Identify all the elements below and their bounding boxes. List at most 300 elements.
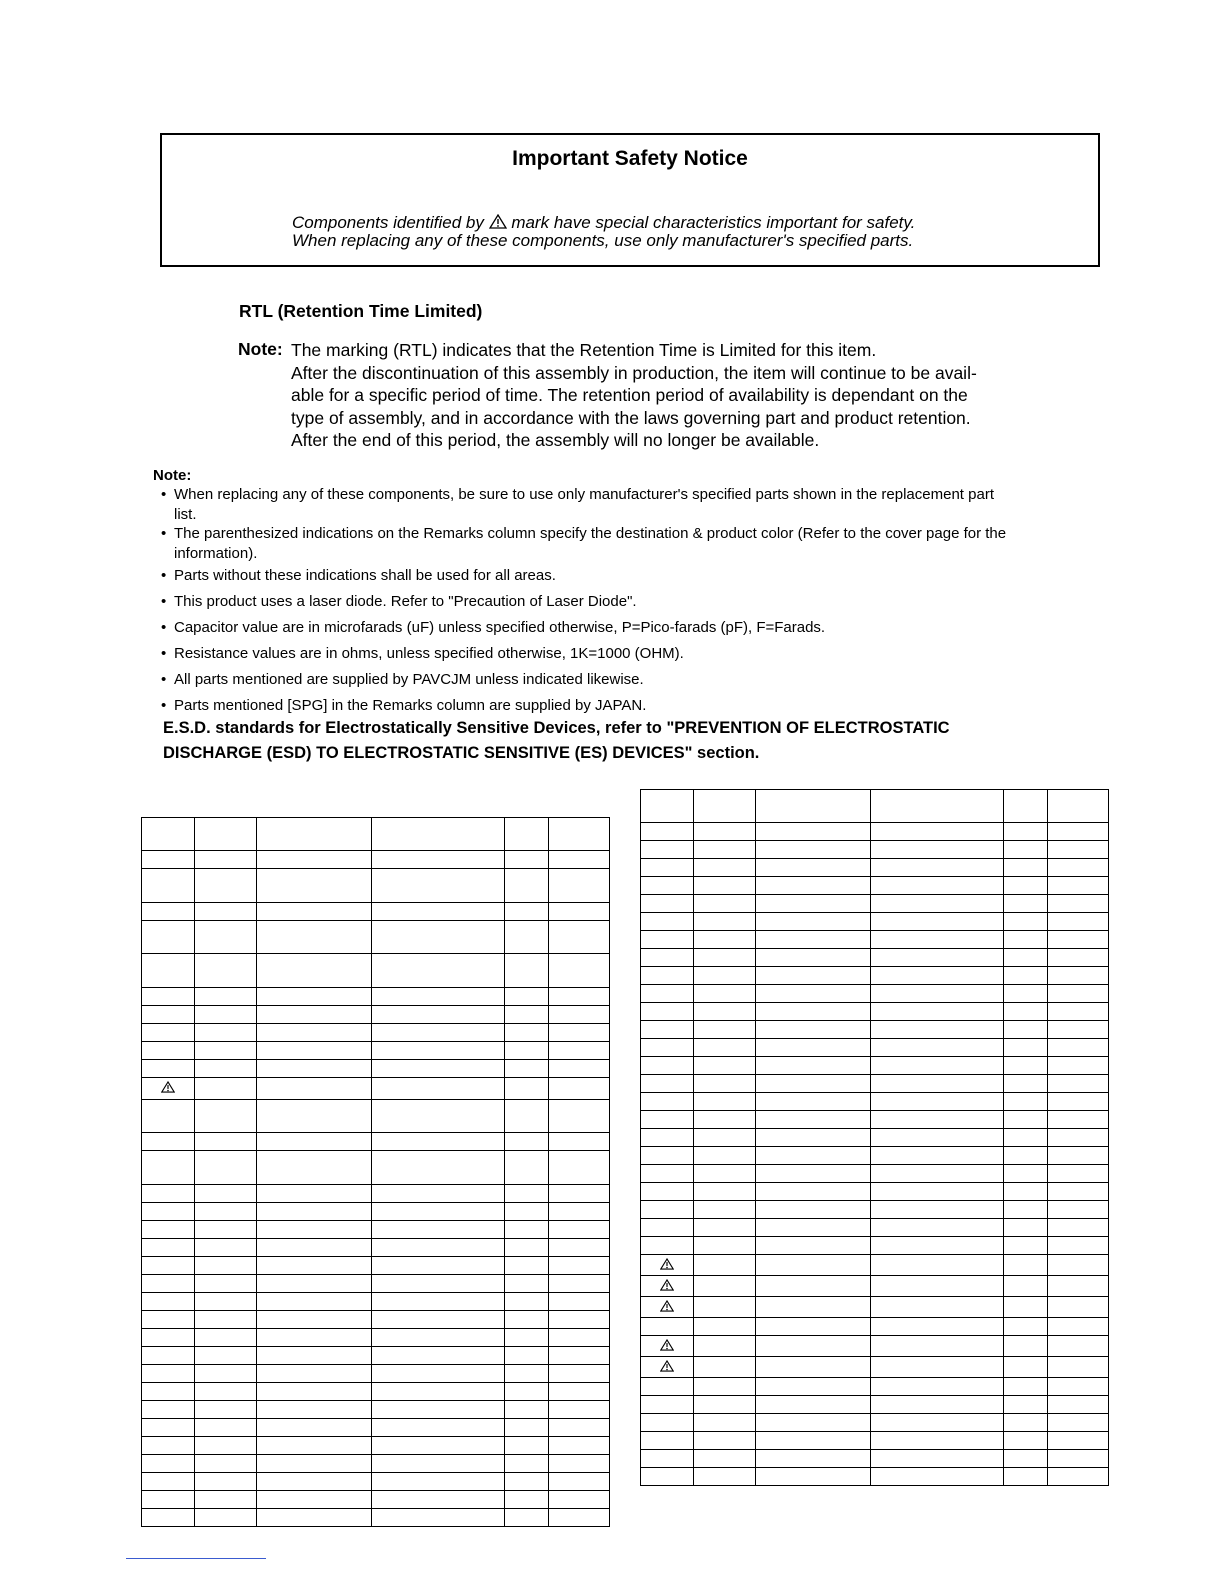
table-cell [641,1219,694,1237]
table-cell [756,985,871,1003]
table-cell [372,903,505,921]
table-cell [1048,895,1109,913]
table-cell [257,954,372,988]
table-cell [505,1437,549,1455]
table-row [641,1414,1109,1432]
table-cell [505,1024,549,1042]
parts-table-right [640,789,1109,1486]
table-cell [641,1111,694,1129]
table-cell [142,1473,195,1491]
table-cell [372,869,505,903]
table-cell [257,921,372,954]
table-cell [505,1347,549,1365]
table-cell [505,1275,549,1293]
table-cell [756,1201,871,1219]
table-cell [142,1419,195,1437]
table-row [142,1185,610,1203]
table-row [142,1455,610,1473]
table-cell [694,859,756,877]
table-cell [257,1078,372,1100]
table-cell [195,1221,257,1239]
table-cell [1004,1414,1048,1432]
table-row [142,921,610,954]
safety-line1-end: mark have special characteristics important for safety. [511,213,916,232]
table-cell [1048,1318,1109,1336]
table-cell [871,931,1004,949]
table-cell [257,1383,372,1401]
table-cell [505,1455,549,1473]
table-cell [549,1060,610,1078]
table-cell [195,1078,257,1100]
table-cell [756,1183,871,1201]
table-cell [1048,949,1109,967]
table-cell [1048,1336,1109,1357]
table-cell [871,1057,1004,1075]
table-cell [505,1203,549,1221]
table-cell [505,851,549,869]
warning-triangle-icon [660,1259,674,1273]
table-cell [641,895,694,913]
table-cell [549,1185,610,1203]
table-cell [871,1165,1004,1183]
table-cell [871,1378,1004,1396]
table-cell [871,790,1004,823]
table-cell [257,851,372,869]
table-cell [1004,877,1048,895]
table-cell [257,1293,372,1311]
table-cell [549,1078,610,1100]
table-cell [871,1237,1004,1255]
table-cell [257,1151,372,1185]
table-cell [694,1297,756,1318]
table-cell [505,1006,549,1024]
table-cell [142,851,195,869]
table-cell [641,1450,694,1468]
rtl-line: After the end of this period, the assembly will no longer be available. [291,430,820,451]
table-cell [756,1075,871,1093]
table-cell [1004,895,1048,913]
table-cell [549,1239,610,1257]
table-row [142,1491,610,1509]
table-cell [871,841,1004,859]
note-bullet-text: information). [174,545,258,562]
table-cell [756,1357,871,1378]
safety-notice-title: Important Safety Notice [512,147,748,170]
table-cell [694,1111,756,1129]
table-cell [195,1401,257,1419]
table-row [142,1347,610,1365]
table-cell [372,1133,505,1151]
table-cell [694,931,756,949]
table-cell [549,1419,610,1437]
table-row [142,1275,610,1293]
table-cell [871,1432,1004,1450]
table-cell [1004,790,1048,823]
table-cell [871,1468,1004,1486]
table-cell [257,1060,372,1078]
table-cell [1004,1003,1048,1021]
table-cell [195,1383,257,1401]
table-cell [641,841,694,859]
table-cell [372,1024,505,1042]
table-cell [372,818,505,851]
table-cell [257,1221,372,1239]
table-cell [195,1060,257,1078]
table-cell [142,1257,195,1275]
warning-triangle-icon [660,1361,674,1375]
table-cell [694,1201,756,1219]
table-cell [372,1437,505,1455]
note-bullet-text: Capacitor value are in microfarads (uF) unless specified otherwise, P=Pico-farads (pF), F=Farads. [174,619,826,636]
table-cell [641,1396,694,1414]
table-cell [549,1437,610,1455]
table-cell [694,1276,756,1297]
table-row [142,1133,610,1151]
table-cell [694,1255,756,1276]
table-cell [694,841,756,859]
table-cell [694,1237,756,1255]
table-cell [756,1219,871,1237]
safety-line2: When replacing any of these components, use only manufacturer's specified parts. [292,231,914,250]
table-row [641,913,1109,931]
table-cell [694,1057,756,1075]
table-cell [549,1311,610,1329]
table-cell [195,1365,257,1383]
table-cell [1004,1057,1048,1075]
table-cell [641,859,694,877]
table-row [142,1437,610,1455]
table-cell [1004,1318,1048,1336]
table-cell [372,1100,505,1133]
table-cell [505,1257,549,1275]
table-cell [549,1473,610,1491]
table-cell [142,869,195,903]
table-cell [641,1414,694,1432]
table-cell [257,1455,372,1473]
table-row [641,931,1109,949]
table-cell [756,859,871,877]
table-cell [505,1042,549,1060]
table-cell [1048,1432,1109,1450]
table-cell [756,1396,871,1414]
table-row [142,1509,610,1527]
table-cell [505,1185,549,1203]
table-cell [257,1133,372,1151]
table-cell [694,1336,756,1357]
table-cell [1004,931,1048,949]
table-cell [195,1455,257,1473]
table-cell [1048,1075,1109,1093]
table-cell [142,1455,195,1473]
table-cell [756,1450,871,1468]
table-cell [694,967,756,985]
table-cell [871,1183,1004,1201]
table-row [641,1057,1109,1075]
parts-table-left [141,817,610,1527]
table-row [641,1129,1109,1147]
table-cell [505,818,549,851]
table-row [641,1318,1109,1336]
table-cell [505,988,549,1006]
table-row [641,1003,1109,1021]
table-cell [1048,967,1109,985]
table-row [641,1357,1109,1378]
table-cell [871,1129,1004,1147]
table-cell [694,949,756,967]
table-cell [142,1401,195,1419]
table-cell [694,1147,756,1165]
table-cell [257,1203,372,1221]
table-cell [1048,1021,1109,1039]
table-cell [1048,1057,1109,1075]
table-cell [195,1151,257,1185]
table-cell [694,1219,756,1237]
table-cell [372,1203,505,1221]
table-row [641,1201,1109,1219]
table-cell [505,1329,549,1347]
table-cell [372,1275,505,1293]
table-cell [549,1365,610,1383]
table-cell [549,1293,610,1311]
table-cell [257,1275,372,1293]
table-cell [195,1293,257,1311]
table-row [641,1039,1109,1057]
table-cell [195,1133,257,1151]
table-cell [549,1203,610,1221]
table-cell [1048,1201,1109,1219]
table-cell [641,1378,694,1396]
table-cell [641,1318,694,1336]
table-cell [694,1093,756,1111]
table-cell [756,1237,871,1255]
table-cell [142,1347,195,1365]
table-cell [1048,823,1109,841]
table-cell [195,1257,257,1275]
table-cell [549,1509,610,1527]
table-cell [1004,1336,1048,1357]
table-cell [641,1297,694,1318]
table-cell [756,1111,871,1129]
table-cell [641,949,694,967]
table-cell [1048,1378,1109,1396]
table-cell [1004,1432,1048,1450]
table-cell [257,1239,372,1257]
table-row [641,1147,1109,1165]
table-row [142,818,610,851]
table-cell [756,877,871,895]
warning-triangle-icon [660,1340,674,1354]
table-cell [756,1147,871,1165]
table-cell [641,1183,694,1201]
table-row [142,954,610,988]
table-row [142,1383,610,1401]
table-cell [372,1473,505,1491]
table-cell [641,1276,694,1297]
table-cell [694,1165,756,1183]
table-cell [1048,1396,1109,1414]
table-cell [1004,1147,1048,1165]
table-row [142,1473,610,1491]
table-row [142,1329,610,1347]
table-cell [1004,1378,1048,1396]
table-cell [871,1276,1004,1297]
note-bullet-text: The parenthesized indications on the Remarks column specify the destination & product color (Refer to the cover page for the [174,525,1007,542]
table-cell [195,851,257,869]
table-cell [195,1419,257,1437]
table-row [641,1468,1109,1486]
table-row [142,1311,610,1329]
table-cell [257,1185,372,1203]
table-cell [871,1450,1004,1468]
table-cell [257,1042,372,1060]
table-cell [1004,841,1048,859]
table-cell [372,1311,505,1329]
table-cell [195,1100,257,1133]
table-cell [1048,841,1109,859]
table-cell [505,869,549,903]
table-cell [756,1432,871,1450]
rtl-line: The marking (RTL) indicates that the Retention Time is Limited for this item. [291,340,877,360]
table-cell [142,903,195,921]
table-row [641,1111,1109,1129]
table-cell [372,1239,505,1257]
table-cell [1048,1255,1109,1276]
table-cell [756,1057,871,1075]
table-cell [1048,1219,1109,1237]
table-row [641,1396,1109,1414]
table-cell [871,1147,1004,1165]
table-cell [871,985,1004,1003]
table-row [641,1165,1109,1183]
table-cell [694,1414,756,1432]
note-bullet-text: When replacing any of these components, be sure to use only manufacturer's specified parts shown in the replacement part [174,486,994,503]
safety-line1-start: Components identified by [292,213,484,232]
table-cell [1048,1183,1109,1201]
table-cell [1048,1129,1109,1147]
table-row [641,1255,1109,1276]
table-cell [142,1024,195,1042]
table-cell [257,818,372,851]
table-cell [195,1024,257,1042]
table-cell [871,1396,1004,1414]
table-cell [756,913,871,931]
table-cell [756,1276,871,1297]
table-cell [1004,1201,1048,1219]
table-cell [372,1509,505,1527]
table-cell [549,1401,610,1419]
table-cell [142,921,195,954]
table-cell [756,1003,871,1021]
table-row [641,1183,1109,1201]
table-cell [641,790,694,823]
table-cell [694,1039,756,1057]
note-bullet-text: Resistance values are in ohms, unless specified otherwise, 1K=1000 (OHM). [174,645,684,662]
table-cell [1048,913,1109,931]
table-cell [756,1414,871,1432]
table-cell [1048,790,1109,823]
table-cell [505,1509,549,1527]
table-cell [505,1239,549,1257]
table-cell [756,841,871,859]
table-cell [257,1365,372,1383]
table-cell [195,1437,257,1455]
table-cell [694,1396,756,1414]
table-cell [1004,859,1048,877]
table-cell [641,1468,694,1486]
table-cell [372,1185,505,1203]
table-cell [756,949,871,967]
table-row [142,851,610,869]
table-cell [756,1297,871,1318]
table-cell [257,1473,372,1491]
table-cell [195,1329,257,1347]
table-cell [641,877,694,895]
table-cell [549,1257,610,1275]
table-cell [505,1473,549,1491]
rtl-line: able for a specific period of time. The retention period of availability is dependant on the [291,385,968,406]
table-cell [756,1039,871,1057]
table-cell [257,1024,372,1042]
table-cell [505,1311,549,1329]
table-cell [372,1491,505,1509]
table-cell [257,1257,372,1275]
table-cell [372,1365,505,1383]
table-row [142,1203,610,1221]
table-cell [142,1060,195,1078]
note-bullet-text: All parts mentioned are supplied by PAVCJM unless indicated likewise. [174,671,644,688]
table-cell [871,913,1004,931]
esd-line: E.S.D. standards for Electrostatically Sensitive Devices, refer to "PREVENTION OF ELECTROSTATIC [163,719,950,737]
table-cell [195,818,257,851]
table-row [142,1401,610,1419]
table-cell [549,1221,610,1239]
table-row [142,1060,610,1078]
notes-label: Note: [153,467,192,484]
table-cell [641,1237,694,1255]
table-cell [1004,1219,1048,1237]
table-cell [505,1293,549,1311]
table-cell [1004,1468,1048,1486]
table-row [641,790,1109,823]
table-cell [505,1365,549,1383]
table-cell [694,895,756,913]
table-row [641,949,1109,967]
table-cell [372,954,505,988]
esd-line: DISCHARGE (ESD) TO ELECTROSTATIC SENSITIVE (ES) DEVICES" section. [163,744,760,762]
table-cell [871,1201,1004,1219]
table-cell [372,1455,505,1473]
table-cell [549,1329,610,1347]
table-cell [1004,1357,1048,1378]
table-cell [257,1509,372,1527]
table-cell [195,1239,257,1257]
table-row [142,1419,610,1437]
table-cell [871,1318,1004,1336]
table-cell [641,1039,694,1057]
table-row [142,1100,610,1133]
table-cell [641,931,694,949]
table-cell [372,1042,505,1060]
table-cell [142,954,195,988]
table-row [641,1219,1109,1237]
table-cell [1004,1075,1048,1093]
table-cell [1004,985,1048,1003]
table-cell [694,790,756,823]
table-cell [756,967,871,985]
rtl-note-label: Note: [238,339,283,359]
table-cell [1048,1450,1109,1468]
table-cell [1048,1468,1109,1486]
